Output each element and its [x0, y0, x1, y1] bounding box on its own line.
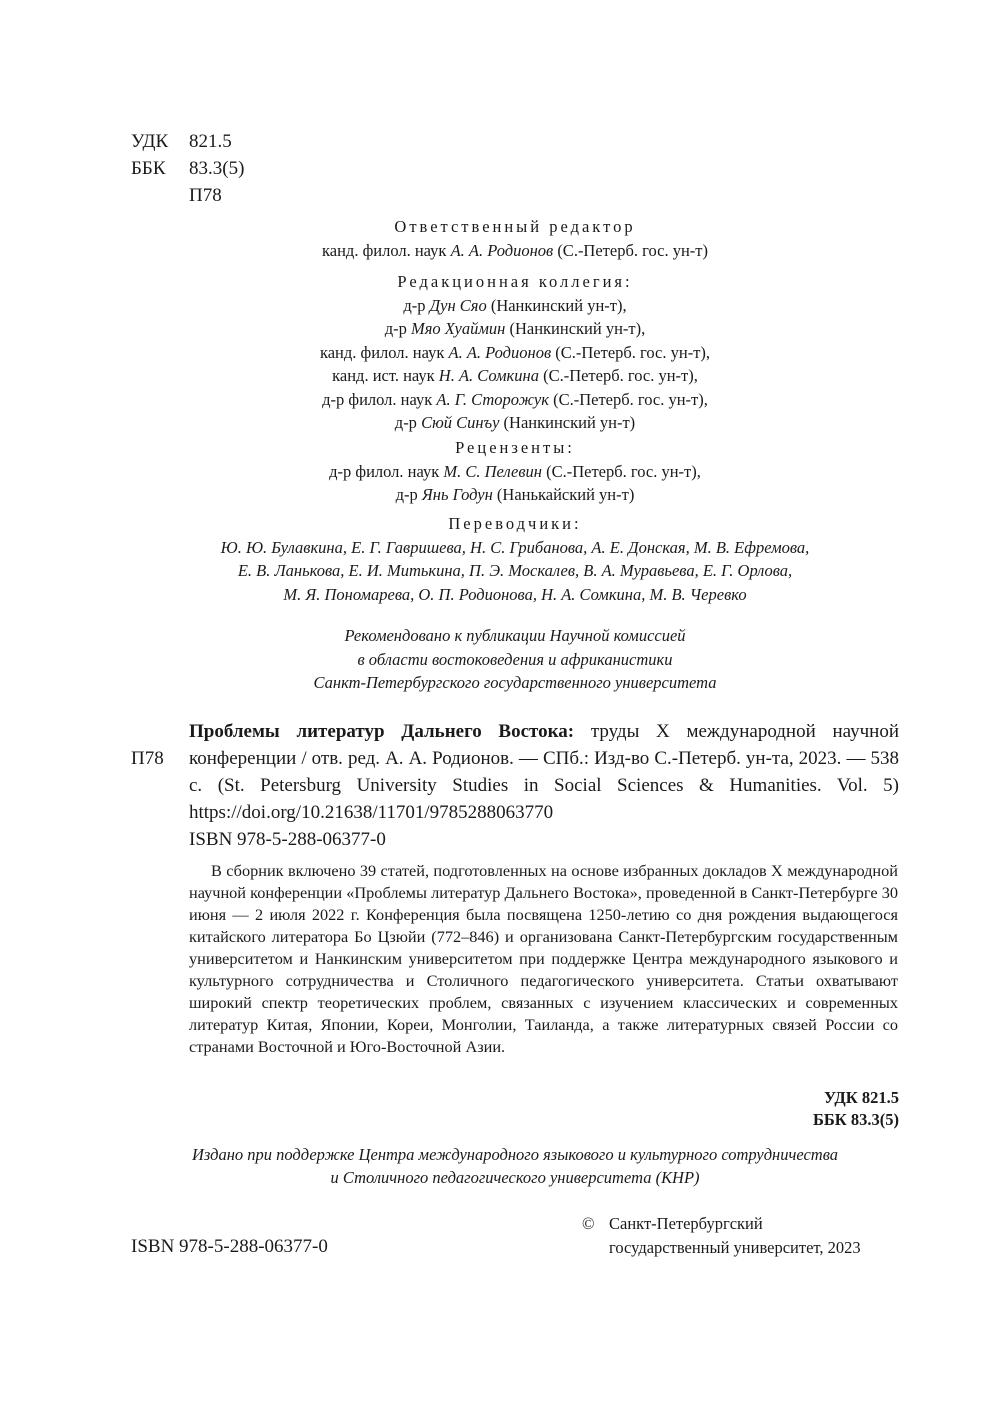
board-member: д-р Дун Сяо (Нанкинский ун-т), — [403, 295, 627, 315]
bbk-label: ББК — [131, 158, 166, 179]
bbk-value: 83.3(5) — [189, 158, 245, 179]
reviewer: д-р филол. наук М. С. Пелевин (С.-Петерб. гос. ун-т), — [329, 461, 701, 481]
book-title: Проблемы литератур Дальнего Востока: — [189, 721, 575, 742]
board-member: д-р филол. наук А. Г. Сторожук (С.-Петерб. гос. ун-т), — [322, 389, 708, 409]
copyright: © Санкт-Петербургский государственный университет, 2023 — [582, 1214, 861, 1257]
classification-codes — [131, 128, 244, 209]
reviewer: д-р Янь Годун (Нанькайский ун-т) — [395, 485, 635, 504]
abstract: В сборник включено 39 статей, подготовленных на основе избранных докладов X международной научной конференции «Проблемы литератур Дальнего Востока», проведенной в Санкт-Петербурге 30 июня — 2 июля 2022 г. Конференция была посвящена 1250-летию со дня рождения выдающегося китайского литератора Бо Цзюйи (772–846) и организована Санкт-Петербургским государственным университетом и Нанкинским университетом при поддержке Центра международного языкового и культурного сотрудничества и Столичного педагогического университета. Статьи охватывают широкий спектр теоретических проблем, связанных с изучением классических и современных литератур Китая, Японии, Кореи, Монголии, Таиланда, а также литературных связей России со странами Восточной и Юго-Восточной Азии. — [189, 861, 898, 1056]
reviewers-heading: Рецензенты: — [455, 438, 575, 457]
author-sign: П78 — [189, 185, 222, 206]
board-member: канд. ист. наук Н. А. Сомкина (С.-Петерб. гос. ун-т), — [332, 366, 698, 385]
translators-section — [130, 512, 900, 606]
board-heading: Редакционная коллегия: — [397, 272, 633, 291]
copyright-icon: © — [582, 1214, 595, 1233]
translators-line: Ю. Ю. Булавкина, Е. Г. Гавришева, Н. С. Грибанова, А. Е. Донская, М. В. Ефремова, — [220, 537, 810, 557]
editor-heading: Ответственный редактор — [394, 217, 636, 236]
board-member: канд. филол. наук А. А. Родионов (С.-Петерб. гос. ун-т), — [319, 342, 711, 362]
udc-label: УДК — [131, 131, 169, 152]
translators-line: Е. В. Ланькова, Е. И. Митькина, П. Э. Москалев, В. А. Муравьева, Е. Г. Орлова, — [237, 561, 793, 580]
udc-value: 821.5 — [189, 131, 232, 152]
support-note: Издано при поддержке Центра международного языкового и культурного сотрудничества и Столичного педагогического университета (КНР) — [191, 1145, 838, 1187]
translators-line: М. Я. Пономарева, О. П. Родионова, Н. А. Сомкина, М. В. Черевко — [283, 584, 747, 604]
board-member: д-р Сюй Синъу (Нанкинский ун-т) — [394, 413, 636, 432]
isbn-line: ISBN 978-5-288-06377-0 — [189, 829, 386, 850]
bibliographic-sign: П78 — [131, 748, 164, 769]
translators-heading: Переводчики: — [448, 514, 582, 533]
board-member: д-р Мяо Хуаймин (Нанкинский ун-т), — [384, 319, 646, 338]
bibliographic-description: труды X международной научной конференции / отв. ред. А. А. Родионов. — СПб.: Изд-во С.-Петерб. ун-та, 2023. — 538 с. (St. Petersburg University Studies in Social Sciences & Humanities. Vol. 5) https://doi.org/10.21638/11701/9785288063770 — [189, 721, 899, 823]
reviewers-section — [130, 436, 900, 507]
editor-line: канд. филол. наук А. А. Родионов (С.-Петерб. гос. ун-т) — [322, 240, 708, 260]
index-codes-right: УДК 821.5 ББК 83.3(5) — [812, 1088, 899, 1129]
isbn-bottom: ISBN 978-5-288-06377-0 — [131, 1236, 328, 1257]
board-section — [130, 270, 900, 435]
bibliographic-record — [131, 718, 899, 853]
editor-section — [130, 215, 900, 262]
recommendation: Рекомендовано к публикации Научной комиссией в области востоковедения и африканистики Санкт-Петербургского государственного университета — [313, 626, 717, 692]
